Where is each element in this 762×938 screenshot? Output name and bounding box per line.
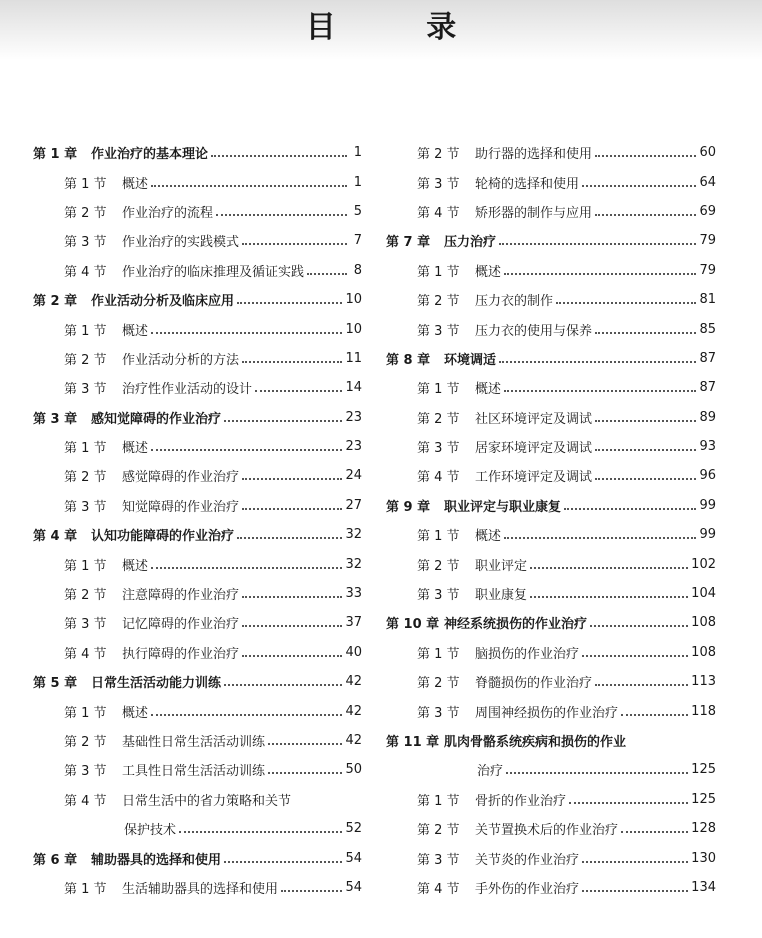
toc-entry-number: 第 1 节 <box>64 441 107 457</box>
toc-page-number: 33 <box>345 586 362 602</box>
toc-entry-number: 第 4 节 <box>64 793 107 809</box>
dot-leader <box>179 830 342 833</box>
toc-entry-title: 认知功能障碍的作业治疗 <box>91 529 235 545</box>
toc-page-number: 79 <box>699 262 716 278</box>
toc-entry-title: 神经系统损伤的作业治疗 <box>444 617 588 633</box>
toc-entry-number: 第 3 节 <box>64 499 107 515</box>
toc-page-number: 113 <box>691 674 716 690</box>
toc-entry-title: 压力治疗 <box>444 235 497 251</box>
dot-leader <box>151 566 342 569</box>
dot-leader <box>268 771 342 774</box>
toc-entry-title: 工具性日常生活活动训练 <box>122 764 266 780</box>
toc-page-number: 52 <box>345 821 362 837</box>
toc-entry-number: 第 8 章 <box>386 352 431 368</box>
dot-leader <box>595 477 696 480</box>
toc-page-number: 134 <box>691 879 716 895</box>
toc-entry-title: 作业活动分析及临床应用 <box>91 294 235 310</box>
toc-chapter-entry[interactable] <box>386 344 716 373</box>
toc-section-entry[interactable] <box>33 491 362 520</box>
toc-page-number: 1 <box>353 145 362 161</box>
toc-entry-title: 助行器的选择和使用 <box>475 147 593 163</box>
toc-entry-title: 概述 <box>475 264 502 280</box>
toc-section-entry[interactable] <box>33 344 362 373</box>
toc-section-entry[interactable] <box>386 285 716 314</box>
toc-entry-title: 关节置换术后的作业治疗 <box>475 823 619 839</box>
toc-entry-title: 概述 <box>475 382 502 398</box>
toc-entry-title: 执行障碍的作业治疗 <box>122 646 240 662</box>
toc-entry-number: 第 2 节 <box>64 470 107 486</box>
toc-page-number: 54 <box>345 879 362 895</box>
toc-section-entry[interactable] <box>33 608 362 637</box>
dot-leader <box>224 860 342 863</box>
toc-section-entry[interactable] <box>33 314 362 343</box>
toc-entry-number: 第 3 节 <box>64 235 107 251</box>
toc-page-number: 10 <box>345 321 362 337</box>
dot-leader <box>595 213 696 216</box>
dot-leader <box>242 654 342 657</box>
toc-page-number: 64 <box>699 174 716 190</box>
toc-entry-title: 脊髓损伤的作业治疗 <box>475 676 593 692</box>
toc-entry-number: 第 2 节 <box>417 147 460 163</box>
toc-entry-title: 作业治疗的实践模式 <box>122 235 240 251</box>
toc-entry-number: 第 3 节 <box>64 764 107 780</box>
toc-entry-title: 作业治疗的基本理论 <box>91 147 209 163</box>
toc-entry-number: 第 3 节 <box>64 382 107 398</box>
toc-section-entry[interactable] <box>386 167 716 196</box>
toc-section-entry[interactable] <box>386 373 716 402</box>
toc-section-entry[interactable] <box>386 461 716 490</box>
toc-entry-number: 第 6 章 <box>33 852 78 868</box>
toc-section-entry[interactable] <box>386 785 716 814</box>
toc-entry-title: 社区环境评定及调试 <box>475 411 593 427</box>
toc-entry-number: 第 1 节 <box>417 382 460 398</box>
toc-entry-title: 矫形器的制作与应用 <box>475 205 593 221</box>
toc-continuation-entry[interactable] <box>33 814 362 843</box>
dot-leader <box>255 389 342 392</box>
toc-section-entry[interactable] <box>386 638 716 667</box>
dot-leader <box>595 683 688 686</box>
toc-entry-title: 脑损伤的作业治疗 <box>475 646 580 662</box>
toc-page-number: 125 <box>691 762 716 778</box>
toc-chapter-entry[interactable] <box>386 726 716 755</box>
toc-page-number: 81 <box>699 292 716 308</box>
toc-entry-title: 概述 <box>122 323 149 339</box>
toc-entry-number: 第 3 节 <box>417 176 460 192</box>
toc-section-entry[interactable] <box>386 432 716 461</box>
toc-page-number: 60 <box>699 145 716 161</box>
toc-entry-title: 居家环境评定及调试 <box>475 441 593 457</box>
dot-leader <box>530 566 688 569</box>
toc-page-number: 79 <box>699 233 716 249</box>
toc-entry-number: 第 1 节 <box>417 529 460 545</box>
toc-page-number: 104 <box>691 586 716 602</box>
toc-page-number: 50 <box>345 762 362 778</box>
dot-leader <box>582 860 688 863</box>
dot-leader <box>504 536 696 539</box>
toc-page-number: 14 <box>345 380 362 396</box>
toc-entry-number: 第 1 节 <box>417 646 460 662</box>
toc-section-entry[interactable] <box>386 256 716 285</box>
toc-page-number: 118 <box>691 703 716 719</box>
toc-entry-title: 概述 <box>122 176 149 192</box>
toc-entry-title: 作业治疗的临床推理及循证实践 <box>122 264 305 280</box>
toc-page-number: 42 <box>345 674 362 690</box>
dot-leader <box>224 419 342 422</box>
toc-entry-number: 第 11 章 <box>386 735 440 750</box>
toc-page-number: 7 <box>353 233 362 249</box>
toc-entry-number: 第 3 节 <box>64 617 107 633</box>
dot-leader <box>499 360 696 363</box>
toc-entry-title: 日常生活活动能力训练 <box>91 676 222 692</box>
toc-entry-number: 第 1 节 <box>417 264 460 280</box>
toc-entry-title: 周围神经损伤的作业治疗 <box>475 705 619 721</box>
toc-chapter-entry[interactable] <box>33 403 362 432</box>
toc-entry-title: 肌肉骨骼系统疾病和损伤的作业 <box>444 735 627 750</box>
toc-section-entry[interactable] <box>386 197 716 226</box>
dot-leader <box>242 507 342 510</box>
toc-entry-title: 压力衣的制作 <box>475 294 554 310</box>
dot-leader <box>151 331 342 334</box>
dot-leader <box>237 301 342 304</box>
toc-page-number: 102 <box>691 556 716 572</box>
toc-entry-number: 第 3 章 <box>33 411 78 427</box>
toc-section-entry[interactable] <box>33 226 362 255</box>
toc-entry-title: 关节炎的作业治疗 <box>475 852 580 868</box>
toc-section-entry[interactable] <box>386 138 716 167</box>
toc-entry-number: 第 2 节 <box>64 205 107 221</box>
toc-page-number: 125 <box>691 791 716 807</box>
toc-section-entry[interactable] <box>33 373 362 402</box>
toc-section-entry[interactable] <box>33 726 362 755</box>
toc-page-number: 5 <box>353 203 362 219</box>
toc-section-entry[interactable] <box>33 256 362 285</box>
toc-entry-title: 概述 <box>122 441 149 457</box>
toc-entry-number: 第 1 节 <box>64 705 107 721</box>
toc-section-entry[interactable] <box>386 843 716 872</box>
toc-entry-title: 压力衣的使用与保养 <box>475 323 593 339</box>
dot-leader <box>504 272 696 275</box>
toc-page-number: 99 <box>699 527 716 543</box>
toc-section-entry[interactable] <box>386 549 716 578</box>
toc-section-entry[interactable] <box>33 755 362 784</box>
dot-leader <box>590 624 688 627</box>
dot-leader <box>582 654 688 657</box>
toc-right-column <box>386 138 716 902</box>
toc-entry-number: 第 2 节 <box>417 558 460 574</box>
toc-section-entry[interactable] <box>386 696 716 725</box>
dot-leader <box>582 184 696 187</box>
toc-page-number: 42 <box>345 703 362 719</box>
toc-page-number: 108 <box>691 644 716 660</box>
toc-entry-title: 职业评定与职业康复 <box>444 499 562 515</box>
toc-entry-title: 治疗性作业活动的设计 <box>122 382 253 398</box>
toc-page-number: 23 <box>345 409 362 425</box>
toc-entry-number: 第 1 节 <box>64 323 107 339</box>
toc-page-number: 99 <box>699 497 716 513</box>
toc-entry-title: 职业评定 <box>475 558 528 574</box>
toc-chapter-entry[interactable] <box>386 608 716 637</box>
toc-section-entry[interactable] <box>33 696 362 725</box>
dot-leader <box>242 624 342 627</box>
toc-entry-number: 第 7 章 <box>386 235 431 251</box>
dot-leader <box>307 272 347 275</box>
toc-page-number: 54 <box>345 850 362 866</box>
toc-entry-title: 治疗 <box>477 764 504 780</box>
toc-entry-title: 概述 <box>475 529 502 545</box>
toc-page-number: 10 <box>345 292 362 308</box>
toc-page-number: 130 <box>691 850 716 866</box>
toc-section-entry[interactable] <box>386 873 716 902</box>
toc-page-number: 93 <box>699 439 716 455</box>
toc-chapter-entry[interactable] <box>33 843 362 872</box>
toc-page-number: 69 <box>699 203 716 219</box>
toc-entry-number: 第 4 章 <box>33 529 78 545</box>
toc-entry-number: 第 3 节 <box>417 441 460 457</box>
dot-leader <box>556 301 696 304</box>
dot-leader <box>281 889 342 892</box>
toc-page-number: 96 <box>699 468 716 484</box>
toc-entry-title: 轮椅的选择和使用 <box>475 176 580 192</box>
toc-page-number: 11 <box>345 350 362 366</box>
toc-entry-title: 感觉障碍的作业治疗 <box>122 470 240 486</box>
dot-leader <box>268 742 342 745</box>
toc-entry-number: 第 5 章 <box>33 676 78 692</box>
toc-page-number: 27 <box>345 497 362 513</box>
toc-entry-number: 第 4 节 <box>417 881 460 897</box>
toc-entry-title: 保护技术 <box>124 823 177 839</box>
toc-entry-title: 感知觉障碍的作业治疗 <box>91 411 222 427</box>
toc-section-entry[interactable] <box>386 520 716 549</box>
toc-page-number: 32 <box>345 527 362 543</box>
toc-entry-number: 第 1 节 <box>64 558 107 574</box>
toc-entry-number: 第 3 节 <box>417 705 460 721</box>
toc-entry-title: 记忆障碍的作业治疗 <box>122 617 240 633</box>
toc-entry-title: 工作环境评定及调试 <box>475 470 593 486</box>
toc-entry-number: 第 1 节 <box>417 793 460 809</box>
dot-leader <box>242 595 342 598</box>
toc-section-entry[interactable] <box>33 785 362 814</box>
toc-continuation-entry[interactable] <box>386 755 716 784</box>
dot-leader <box>621 830 688 833</box>
toc-entry-title: 辅助器具的选择和使用 <box>91 852 222 868</box>
toc-section-entry[interactable] <box>33 579 362 608</box>
toc-section-entry[interactable] <box>386 667 716 696</box>
toc-entry-number: 第 2 节 <box>417 676 460 692</box>
toc-entry-number: 第 4 节 <box>417 205 460 221</box>
toc-entry-title: 概述 <box>122 705 149 721</box>
toc-entry-title: 职业康复 <box>475 588 528 604</box>
toc-chapter-entry[interactable] <box>386 226 716 255</box>
toc-chapter-entry[interactable] <box>33 138 362 167</box>
toc-entry-title: 环境调适 <box>444 352 497 368</box>
dot-leader <box>569 801 688 804</box>
toc-section-entry[interactable] <box>33 461 362 490</box>
toc-section-entry[interactable] <box>33 873 362 902</box>
toc-entry-number: 第 2 节 <box>417 294 460 310</box>
toc-entry-title: 日常生活中的省力策略和关节 <box>122 793 292 809</box>
toc-entry-title: 手外伤的作业治疗 <box>475 881 580 897</box>
dot-leader <box>216 213 347 216</box>
dot-leader <box>151 184 347 187</box>
dot-leader <box>595 448 696 451</box>
toc-page-number: 89 <box>699 409 716 425</box>
toc-page-number: 8 <box>353 262 362 278</box>
toc-section-entry[interactable] <box>386 814 716 843</box>
dot-leader <box>595 154 696 157</box>
toc-page-number: 108 <box>691 615 716 631</box>
toc-entry-number: 第 4 节 <box>417 470 460 486</box>
dot-leader <box>506 771 688 774</box>
toc-page-number: 40 <box>345 644 362 660</box>
toc-entry-number: 第 1 节 <box>64 881 107 897</box>
toc-chapter-entry[interactable] <box>386 491 716 520</box>
dot-leader <box>499 242 696 245</box>
toc-left-column <box>33 138 362 902</box>
toc-entry-title: 基础性日常生活活动训练 <box>122 735 266 750</box>
toc-entry-number: 第 3 节 <box>417 323 460 339</box>
toc-entry-number: 第 2 章 <box>33 294 78 310</box>
dot-leader <box>242 242 347 245</box>
dot-leader <box>242 477 342 480</box>
toc-page-number: 23 <box>345 439 362 455</box>
dot-leader <box>595 419 696 422</box>
toc-entry-number: 第 1 节 <box>64 176 107 192</box>
dot-leader <box>224 683 342 686</box>
dot-leader <box>595 331 696 334</box>
toc-entry-number: 第 10 章 <box>386 617 440 633</box>
toc-entry-number: 第 2 节 <box>64 352 107 368</box>
dot-leader <box>621 713 688 716</box>
toc-entry-number: 第 3 节 <box>417 852 460 868</box>
dot-leader <box>151 713 342 716</box>
toc-chapter-entry[interactable] <box>33 667 362 696</box>
toc-section-entry[interactable] <box>33 432 362 461</box>
toc-chapter-entry[interactable] <box>33 285 362 314</box>
page-title: 目 录 <box>305 10 497 45</box>
toc-page-number: 85 <box>699 321 716 337</box>
toc-section-entry[interactable] <box>33 549 362 578</box>
toc-entry-number: 第 4 节 <box>64 646 107 662</box>
toc-entry-title: 作业活动分析的方法 <box>122 352 240 368</box>
toc-section-entry[interactable] <box>33 167 362 196</box>
toc-page-number: 32 <box>345 556 362 572</box>
toc-entry-number: 第 2 节 <box>64 588 107 604</box>
toc-entry-title: 作业治疗的流程 <box>122 205 214 221</box>
dot-leader <box>237 536 342 539</box>
toc-section-entry[interactable] <box>386 314 716 343</box>
toc-section-entry[interactable] <box>33 197 362 226</box>
toc-entry-number: 第 9 章 <box>386 499 431 515</box>
toc-entry-number: 第 2 节 <box>417 411 460 427</box>
toc-entry-number: 第 3 节 <box>417 588 460 604</box>
dot-leader <box>211 154 347 157</box>
toc-entry-title: 概述 <box>122 558 149 574</box>
toc-entry-title: 注意障碍的作业治疗 <box>122 588 240 604</box>
toc-entry-number: 第 4 节 <box>64 264 107 280</box>
toc-entry-title: 骨折的作业治疗 <box>475 793 567 809</box>
toc-page-number: 87 <box>699 350 716 366</box>
toc-section-entry[interactable] <box>33 638 362 667</box>
dot-leader <box>564 507 696 510</box>
toc-entry-number: 第 2 节 <box>64 735 107 750</box>
toc-page-number: 24 <box>345 468 362 484</box>
toc-chapter-entry[interactable] <box>33 520 362 549</box>
toc-entry-title: 知觉障碍的作业治疗 <box>122 499 240 515</box>
toc-entry-number: 第 1 章 <box>33 147 78 163</box>
toc-entry-number: 第 2 节 <box>417 823 460 839</box>
dot-leader <box>530 595 688 598</box>
toc-page-number: 37 <box>345 615 362 631</box>
toc-section-entry[interactable] <box>386 403 716 432</box>
dot-leader <box>242 360 342 363</box>
toc-page-number: 42 <box>345 733 362 748</box>
dot-leader <box>504 389 696 392</box>
dot-leader <box>582 889 688 892</box>
toc-page-number: 87 <box>699 380 716 396</box>
dot-leader <box>151 448 342 451</box>
toc-entry-title: 生活辅助器具的选择和使用 <box>122 881 279 897</box>
toc-section-entry[interactable] <box>386 579 716 608</box>
toc-page-number: 1 <box>353 174 362 190</box>
toc-page-number: 128 <box>691 821 716 837</box>
